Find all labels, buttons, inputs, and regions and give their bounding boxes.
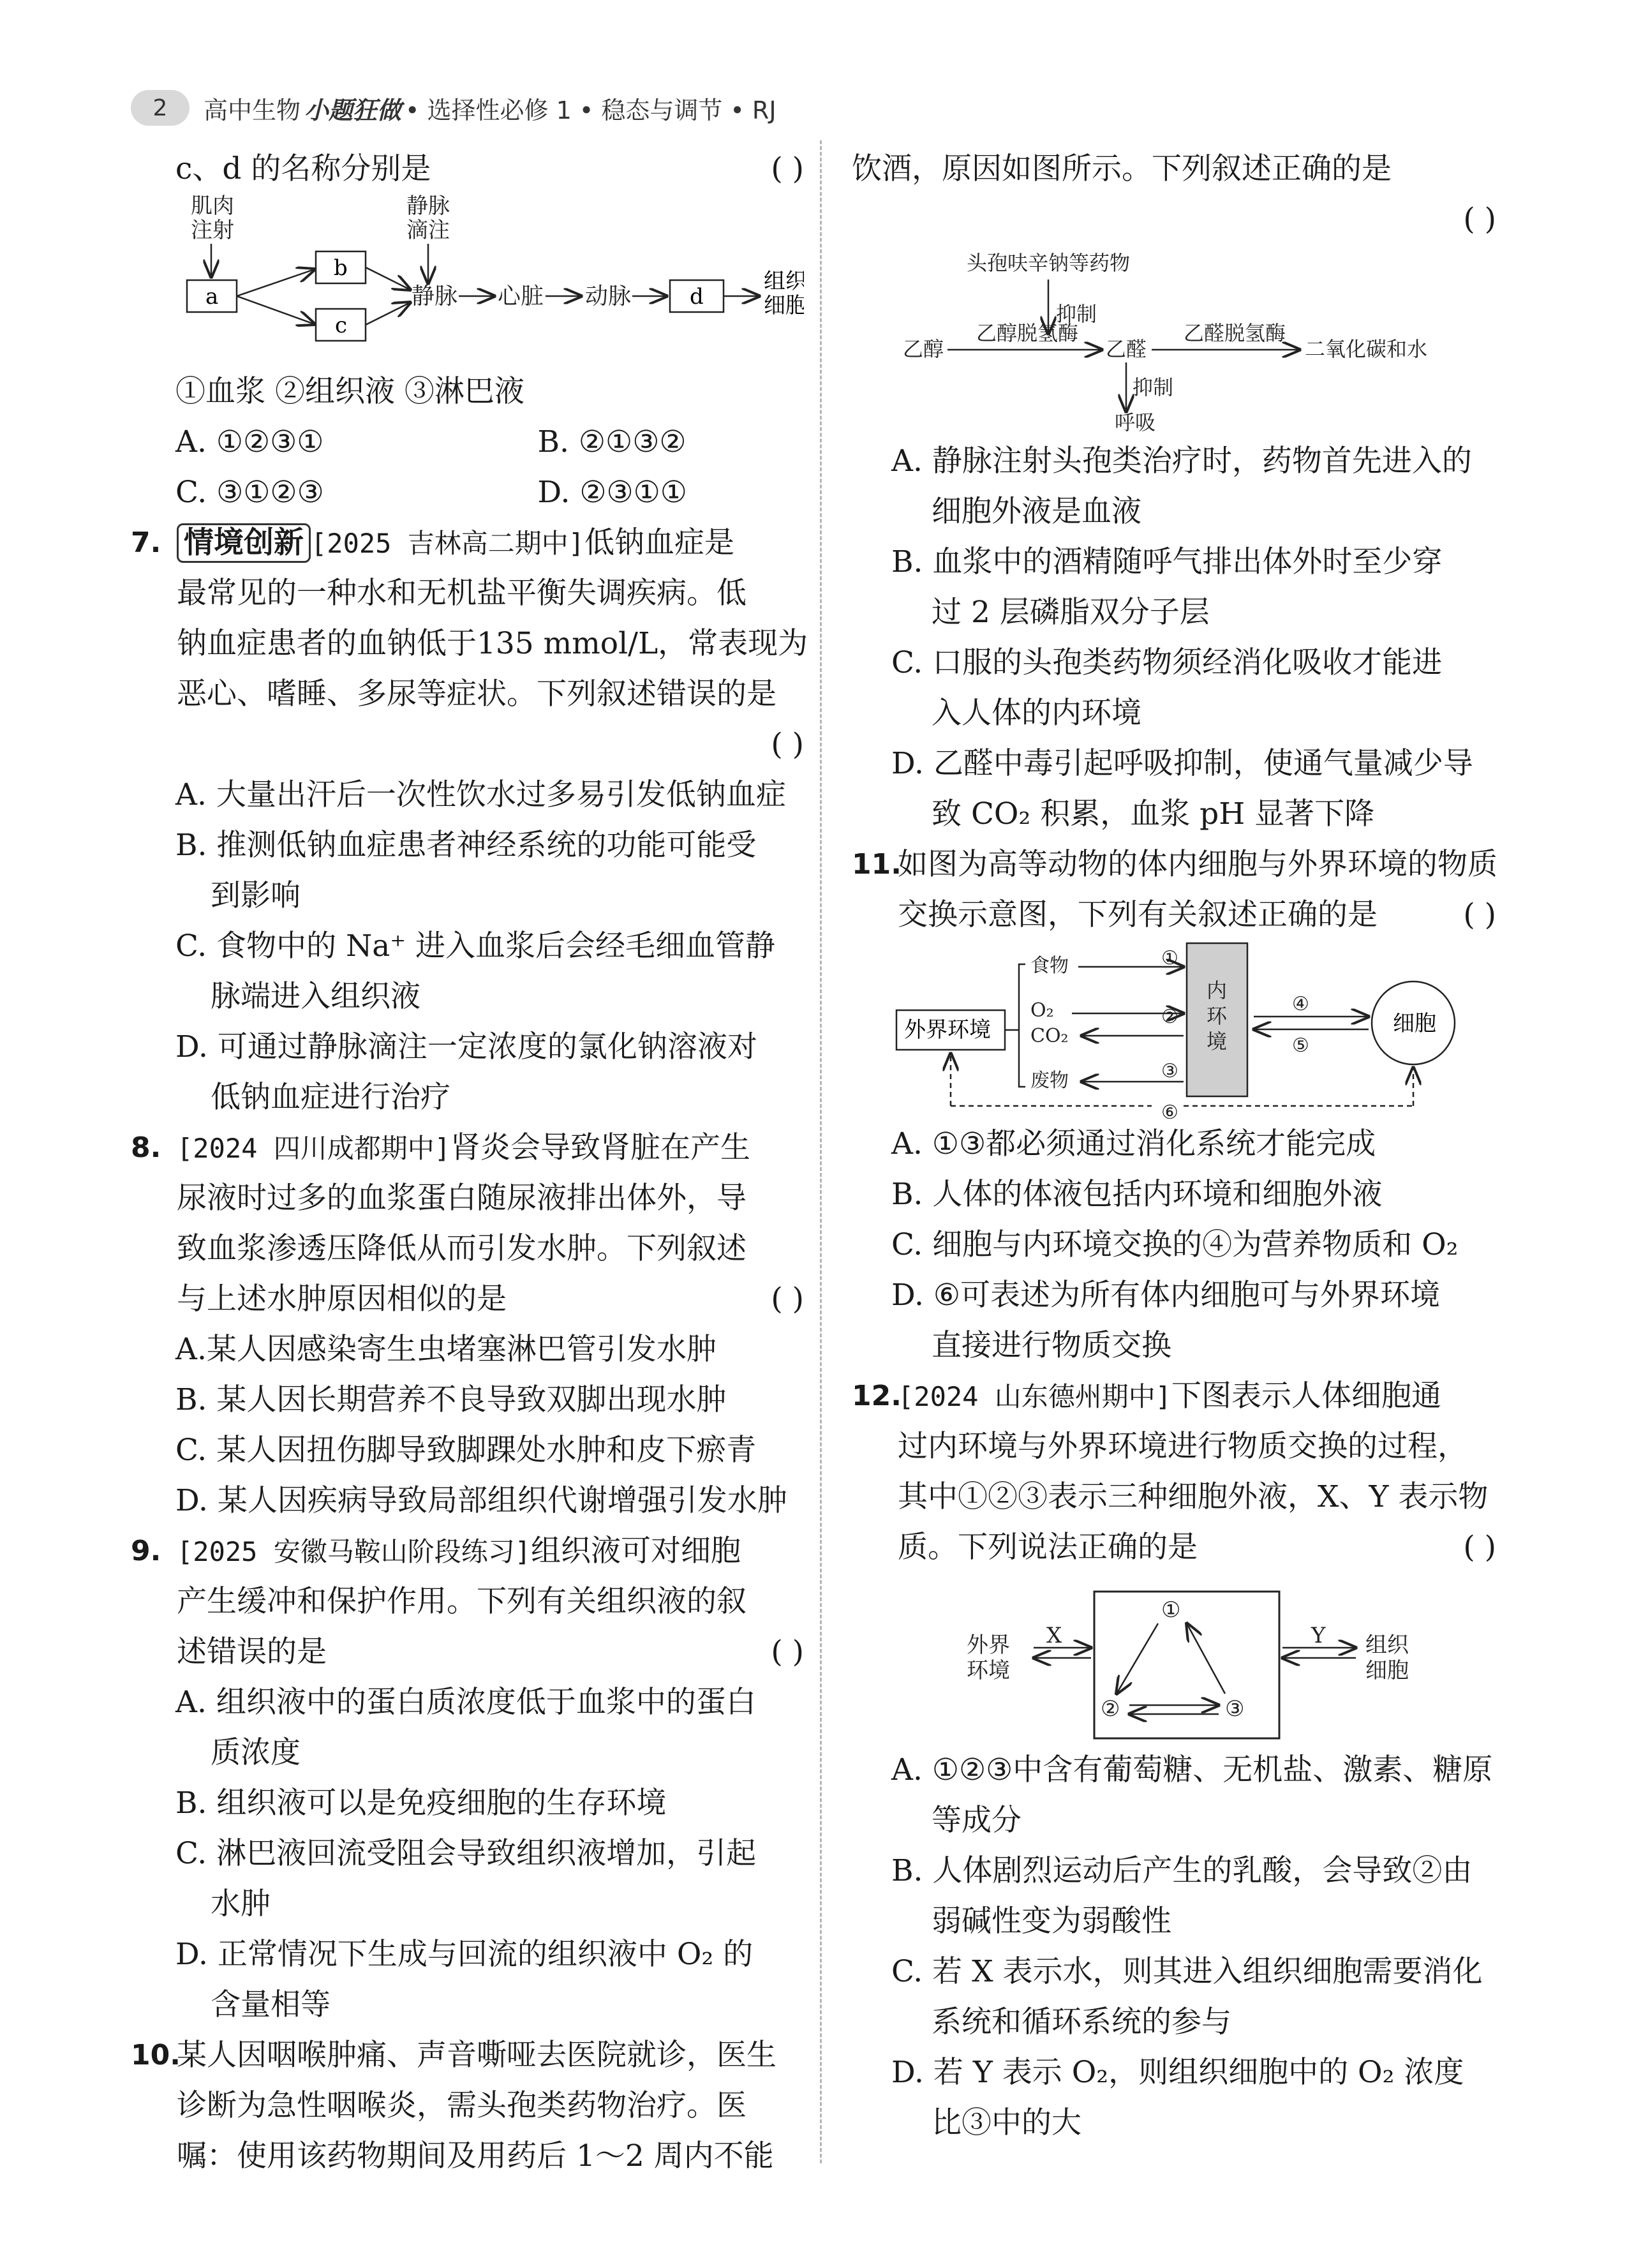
q7-option-d[interactable]: D. 可通过静脉滴注一定浓度的氯化钠溶液对 (175, 1029, 757, 1064)
q7-line-4: 恶心、嗜睡、多尿等症状。下列叙述错误的是 (177, 676, 776, 712)
label-inhibit-1: 抑制 (1056, 302, 1097, 326)
num-4: ④ (1292, 993, 1309, 1015)
label-inhibit-2: 抑制 (1133, 375, 1174, 399)
q10-line-2: 诊断为急性咽喉炎，需头孢类药物治疗。医 (177, 2088, 747, 2123)
question-number: 7. (131, 526, 161, 559)
q12-option-b[interactable]: B. 人体剧烈运动后产生的乳酸，会导致②由 (891, 1853, 1473, 1888)
subject: 高中生物 (204, 96, 301, 124)
label-x: X (1046, 1623, 1062, 1648)
q11-option-a[interactable]: A. ①③都必须通过消化系统才能完成 (891, 1126, 1376, 1161)
q10-option-a-cont: 细胞外液是血液 (932, 494, 1141, 529)
option-c[interactable]: C. ③①②③ (175, 475, 324, 510)
label-aldh: 乙醛脱氢酶 (1184, 321, 1286, 345)
q10-line-4: 饮酒，原因如图所示。下列叙述正确的是 (852, 151, 1392, 186)
page-number: 2 (131, 90, 189, 126)
q6-legend: ①血浆 ②组织液 ③淋巴液 (175, 374, 524, 409)
question-number: 8. (131, 1131, 161, 1164)
q11-diagram (852, 940, 1496, 1119)
option-b[interactable]: B. ②①③② (537, 424, 687, 459)
outside-label-2: 环境 (967, 1658, 1010, 1683)
fluid-1: ① (1161, 1597, 1181, 1623)
q7-option-c-cont: 脉端进入组织液 (211, 979, 420, 1014)
label-im2: 注射 (191, 218, 234, 243)
q7-option-d-cont: 低钠血症进行治疗 (211, 1080, 450, 1115)
option-a[interactable]: A. ①②③① (175, 424, 324, 459)
question-number: 10. (131, 2039, 181, 2071)
label-iv2: 滴注 (406, 218, 450, 243)
q12-option-c[interactable]: C. 若 X 表示水，则其进入组织细胞需要消化 (891, 1954, 1483, 1989)
q8-line-3: 致血浆渗透压降低从而引发水肿。下列叙述 (177, 1231, 747, 1266)
q10-option-a[interactable]: A. 静脉注射头孢类治疗时，药物首先进入的 (891, 444, 1472, 479)
q7-paren-line: ( ) (771, 727, 804, 762)
q9-option-c-cont: 水肿 (211, 1886, 271, 1921)
q6-options-row2 (131, 467, 804, 518)
box-c-label: c (335, 313, 348, 338)
q10-option-c[interactable]: C. 口服的头孢类药物须经消化吸收才能进 (891, 645, 1443, 680)
q9-option-b[interactable]: B. 组织液可以是免疫细胞的生存环境 (175, 1786, 667, 1821)
q9-option-a[interactable]: A. 组织液中的蛋白质浓度低于血浆中的蛋白 (175, 1685, 756, 1720)
q11-line-1: 11. 如图为高等动物的体内细胞与外界环境的物质 (852, 839, 1496, 890)
q10-option-b-cont: 过 2 层磷脂双分子层 (932, 595, 1210, 630)
q12-option-a[interactable]: A. ①②③中含有葡萄糖、无机盐、激素、糖原 (891, 1752, 1493, 1787)
num-1: ① (1161, 947, 1178, 969)
question-number: 9. (131, 1535, 161, 1567)
q6-diagram (131, 194, 804, 366)
num-3: ③ (1161, 1060, 1178, 1082)
q10-line-3: 嘱：使用该药物期间及用药后 1～2 周内不能 (177, 2138, 774, 2174)
cell-label-2: 细胞 (1365, 1658, 1409, 1683)
q12-diagram (852, 1572, 1496, 1745)
label-acetaldehyde: 乙醛 (1106, 337, 1147, 361)
source: [2024 四川成都期中] (177, 1133, 451, 1164)
question-number: 11. (852, 848, 902, 881)
q10-pathway-svg (852, 244, 1496, 436)
source: [2025 吉林高二期中] (311, 528, 585, 559)
label-ethanol: 乙醇 (903, 337, 944, 361)
inner-label-3: 境 (1207, 1029, 1228, 1054)
q6-stem: c、d 的名称分别是 ( ) (131, 144, 804, 194)
box-b-label: b (334, 255, 348, 281)
label-breath: 呼吸 (1115, 410, 1156, 435)
label-product: 二氧化碳和水 (1305, 337, 1428, 361)
q8-line-2: 尿液时过多的血浆蛋白随尿液排出体外，导 (177, 1181, 747, 1216)
q6-options-row1 (131, 417, 804, 467)
box-a-label: a (205, 284, 219, 310)
q10-diagram (852, 244, 1496, 436)
q8-option-c[interactable]: C. 某人因扭伤脚导致脚踝处水肿和皮下瘀青 (175, 1433, 757, 1468)
right-column (852, 144, 1496, 2148)
source: [2024 山东德州期中] (898, 1381, 1172, 1412)
q7-option-a[interactable]: A. 大量出汗后一次性饮水过多易引发低钠血症 (175, 777, 786, 812)
q10-option-d[interactable]: D. 乙醛中毒引起呼吸抑制，使通气量减少导 (891, 746, 1473, 781)
q12-line-3: 其中①②③表示三种细胞外液，X、Y 表示物 (898, 1479, 1489, 1514)
q12-line-1: 12. [2024 山东德州期中]下图表示人体细胞通 (852, 1371, 1496, 1421)
q9-line-2: 产生缓冲和保护作用。下列有关组织液的叙 (177, 1584, 747, 1619)
internal-env-box (1094, 1592, 1279, 1738)
q8-line-4: 与上述水肿原因相似的是 ( ) (177, 1281, 804, 1317)
context-tag: 情境创新 (177, 523, 311, 563)
q11-line-2: 交换示意图，下列有关叙述正确的是 ( ) (898, 897, 1496, 932)
box-d-label: d (690, 284, 704, 310)
label-im: 肌肉 (191, 194, 234, 219)
label-artery: 动脉 (585, 283, 632, 310)
label-iv: 静脉 (406, 194, 450, 219)
question-number: 12. (852, 1380, 902, 1412)
label-co2: CO₂ (1030, 1025, 1069, 1047)
q6-flow-svg (131, 194, 804, 366)
q12-option-d[interactable]: D. 若 Y 表示 O₂，则组织细胞中的 O₂ 浓度 (891, 2055, 1464, 2090)
option-d[interactable]: D. ②③①① (537, 475, 687, 510)
label-vein: 静脉 (412, 283, 458, 310)
q11-option-d-cont: 直接进行物质交换 (932, 1328, 1171, 1363)
source: [2025 安徽马鞍山阶段练习] (177, 1536, 531, 1567)
q10-option-b[interactable]: B. 血浆中的酒精随呼气排出体外时至少穿 (891, 544, 1443, 579)
label-heart: 心脏 (498, 283, 544, 310)
inner-label-1: 内 (1207, 978, 1228, 1003)
q10-paren-line: ( ) (1463, 202, 1496, 237)
q10-line-1: 10. 某人因咽喉肿痛、声音嘶哑去医院就诊，医生 (131, 2030, 804, 2080)
label-adh: 乙醇脱氢酶 (976, 321, 1079, 345)
answer-paren: ( ) (771, 151, 804, 186)
q11-option-c[interactable]: C. 细胞与内环境交换的④为营养物质和 O₂ (891, 1227, 1459, 1262)
column-divider (820, 140, 822, 2163)
num-5: ⑤ (1292, 1034, 1309, 1057)
q7-option-c[interactable]: C. 食物中的 Na⁺ 进入血浆后会经毛细血管静 (175, 929, 775, 964)
q12-option-b-cont: 弱碱性变为弱酸性 (932, 1904, 1171, 1939)
q12-line-2: 过内环境与外界环境进行物质交换的过程， (898, 1429, 1467, 1464)
label-drug: 头孢呋辛钠等药物 (967, 251, 1131, 275)
label-y: Y (1311, 1623, 1326, 1648)
q11-option-b[interactable]: B. 人体的体液包括内环境和细胞外液 (891, 1177, 1383, 1212)
q9-option-d[interactable]: D. 正常情况下生成与回流的组织液中 O₂ 的 (175, 1937, 754, 1972)
q8-option-a[interactable]: A.某人因感染寄生虫堵塞淋巴管引发水肿 (175, 1332, 717, 1367)
q9-line-3: 述错误的是 ( ) (177, 1634, 804, 1669)
inner-label-2: 环 (1207, 1004, 1228, 1028)
q12-exchange-svg (852, 1572, 1496, 1745)
left-column (131, 144, 808, 2181)
q11-exchange-svg (852, 940, 1496, 1119)
q9-line-1: 9. [2025 安徽马鞍山阶段练习]组织液可对细胞 (131, 1526, 804, 1576)
q8-option-d[interactable]: D. 某人因疾病导致局部组织代谢增强引发水肿 (175, 1483, 787, 1518)
num-2: ② (1161, 1006, 1178, 1028)
cell-label-1: 组织 (1365, 1632, 1409, 1658)
cell-label: 细胞 (1393, 1011, 1436, 1036)
q7-line-3: 钠血症患者的血钠低于135 mmol/L，常表现为 (177, 626, 808, 661)
label-cell: 细胞 (764, 293, 804, 318)
q10-option-d-cont: 致 CO₂ 积累，血浆 pH 显著下降 (932, 796, 1375, 832)
outside-label-1: 外界 (967, 1632, 1010, 1658)
q7-line-2: 最常见的一种水和无机盐平衡失调疾病。低 (177, 576, 747, 611)
page-header (131, 88, 776, 128)
q12-option-c-cont: 系统和循环系统的参与 (932, 2004, 1231, 2040)
q7-option-b[interactable]: B. 推测低钠血症患者神经系统的功能可能受 (175, 828, 757, 863)
label-tissue: 组织 (764, 269, 804, 294)
q11-option-d[interactable]: D. ⑥可表述为所有体内细胞可与外界环境 (891, 1278, 1441, 1313)
label-food: 食物 (1030, 955, 1069, 977)
outside-label: 外界环境 (904, 1017, 991, 1043)
q7-line-1: 7. 情境创新 [2025 吉林高二期中]低钠血症是 (131, 518, 804, 568)
q12-line-4: 质。下列说法正确的是 ( ) (898, 1530, 1496, 1565)
q8-line-1: 8. [2024 四川成都期中]肾炎会导致肾脏在产生 (131, 1123, 804, 1173)
q10-option-c-cont: 入人体的内环境 (932, 696, 1141, 731)
q9-option-d-cont: 含量相等 (211, 1987, 331, 2022)
brand-logo: 小题狂做 (304, 96, 402, 124)
fluid-3: ③ (1225, 1696, 1245, 1722)
q9-option-c[interactable]: C. 淋巴液回流受阻会导致组织液增加，引起 (175, 1836, 757, 1871)
q8-option-b[interactable]: B. 某人因长期营养不良导致双脚出现水肿 (175, 1382, 727, 1417)
q7-option-b-cont: 到影响 (211, 878, 301, 913)
q9-option-a-cont: 质浓度 (211, 1735, 301, 1770)
q12-option-d-cont: 比③中的大 (932, 2105, 1081, 2140)
q12-option-a-cont: 等成分 (932, 1803, 1022, 1838)
label-waste: 废物 (1030, 1070, 1069, 1092)
fluid-2: ② (1101, 1696, 1120, 1722)
series-title: • 选择性必修 1 • 稳态与调节 • RJ (405, 96, 776, 124)
num-6: ⑥ (1161, 1101, 1178, 1119)
label-o2: O₂ (1030, 999, 1054, 1022)
